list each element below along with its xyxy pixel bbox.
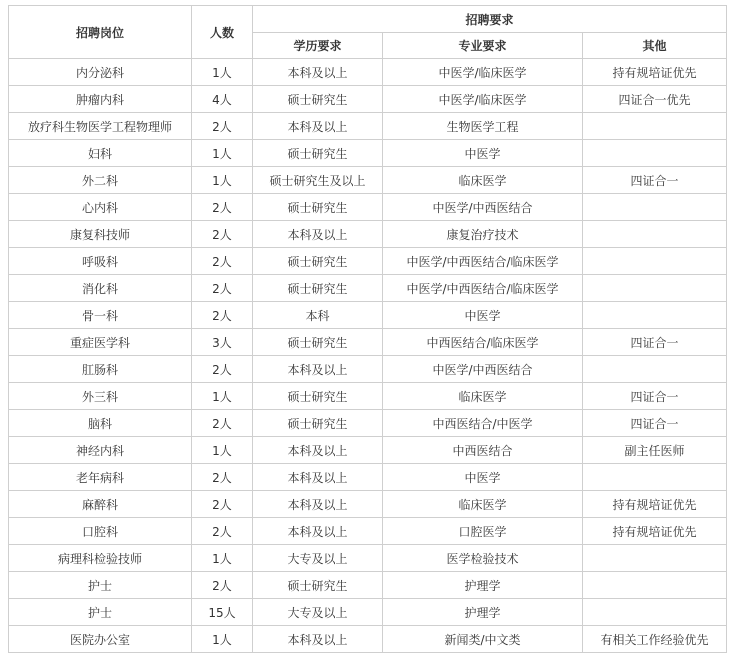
header-requirements: 招聘要求 xyxy=(253,6,727,33)
cell-position: 外三科 xyxy=(9,383,192,410)
cell-education: 本科及以上 xyxy=(253,221,383,248)
table-row xyxy=(9,437,727,464)
cell-education: 硕士研究生 xyxy=(253,194,383,221)
cell-education: 本科及以上 xyxy=(253,437,383,464)
cell-education: 本科及以上 xyxy=(253,356,383,383)
cell-major: 新闻类/中文类 xyxy=(383,626,583,653)
cell-position: 口腔科 xyxy=(9,518,192,545)
cell-count: 1人 xyxy=(192,545,253,572)
cell-other: 四证合一 xyxy=(583,167,727,194)
cell-major: 临床医学 xyxy=(383,167,583,194)
table-row xyxy=(9,221,727,248)
cell-other: 持有规培证优先 xyxy=(583,59,727,86)
cell-major: 中西医结合 xyxy=(383,437,583,464)
cell-other: 持有规培证优先 xyxy=(583,518,727,545)
table-row xyxy=(9,572,727,599)
table-row xyxy=(9,194,727,221)
cell-count: 2人 xyxy=(192,194,253,221)
cell-position: 肛肠科 xyxy=(9,356,192,383)
cell-major: 护理学 xyxy=(383,572,583,599)
table-row xyxy=(9,599,727,626)
cell-other xyxy=(583,194,727,221)
cell-position: 神经内科 xyxy=(9,437,192,464)
table-row xyxy=(9,518,727,545)
cell-position: 呼吸科 xyxy=(9,248,192,275)
cell-position: 消化科 xyxy=(9,275,192,302)
cell-education: 本科及以上 xyxy=(253,518,383,545)
cell-major: 医学检验技术 xyxy=(383,545,583,572)
cell-count: 4人 xyxy=(192,86,253,113)
cell-education: 大专及以上 xyxy=(253,599,383,626)
table-body xyxy=(9,59,727,653)
cell-other xyxy=(583,464,727,491)
cell-position: 护士 xyxy=(9,599,192,626)
cell-position: 外二科 xyxy=(9,167,192,194)
cell-education: 硕士研究生 xyxy=(253,383,383,410)
cell-education: 硕士研究生 xyxy=(253,248,383,275)
header-major: 专业要求 xyxy=(383,33,583,59)
table-row xyxy=(9,248,727,275)
table-row xyxy=(9,86,727,113)
cell-other: 四证合一 xyxy=(583,383,727,410)
cell-education: 本科及以上 xyxy=(253,113,383,140)
cell-other: 持有规培证优先 xyxy=(583,491,727,518)
cell-count: 1人 xyxy=(192,59,253,86)
cell-major: 中医学/临床医学 xyxy=(383,86,583,113)
cell-major: 中医学/临床医学 xyxy=(383,59,583,86)
cell-position: 老年病科 xyxy=(9,464,192,491)
cell-major: 中医学 xyxy=(383,140,583,167)
cell-count: 3人 xyxy=(192,329,253,356)
table-row xyxy=(9,383,727,410)
cell-count: 2人 xyxy=(192,518,253,545)
cell-major: 康复治疗技术 xyxy=(383,221,583,248)
cell-major: 中医学 xyxy=(383,302,583,329)
cell-other xyxy=(583,302,727,329)
cell-other: 四证合一 xyxy=(583,329,727,356)
cell-major: 临床医学 xyxy=(383,491,583,518)
cell-position: 肿瘤内科 xyxy=(9,86,192,113)
cell-education: 硕士研究生及以上 xyxy=(253,167,383,194)
cell-education: 本科及以上 xyxy=(253,464,383,491)
cell-other xyxy=(583,356,727,383)
cell-major: 临床医学 xyxy=(383,383,583,410)
header-count: 人数 xyxy=(192,6,253,59)
cell-position: 心内科 xyxy=(9,194,192,221)
cell-position: 医院办公室 xyxy=(9,626,192,653)
table-row xyxy=(9,140,727,167)
cell-other xyxy=(583,545,727,572)
cell-major: 中西医结合/中医学 xyxy=(383,410,583,437)
table-row xyxy=(9,626,727,653)
cell-major: 中医学/中西医结合 xyxy=(383,194,583,221)
cell-education: 硕士研究生 xyxy=(253,140,383,167)
cell-other xyxy=(583,248,727,275)
cell-other: 四证合一 xyxy=(583,410,727,437)
cell-education: 硕士研究生 xyxy=(253,275,383,302)
cell-position: 内分泌科 xyxy=(9,59,192,86)
cell-count: 1人 xyxy=(192,626,253,653)
cell-other xyxy=(583,599,727,626)
table-row xyxy=(9,113,727,140)
cell-major: 中西医结合/临床医学 xyxy=(383,329,583,356)
cell-major: 护理学 xyxy=(383,599,583,626)
cell-major: 中医学/中西医结合/临床医学 xyxy=(383,275,583,302)
cell-education: 硕士研究生 xyxy=(253,410,383,437)
cell-major: 中医学/中西医结合 xyxy=(383,356,583,383)
cell-count: 2人 xyxy=(192,248,253,275)
cell-other xyxy=(583,113,727,140)
cell-other: 有相关工作经验优先 xyxy=(583,626,727,653)
cell-major: 生物医学工程 xyxy=(383,113,583,140)
table-row xyxy=(9,59,727,86)
cell-position: 麻醉科 xyxy=(9,491,192,518)
cell-position: 护士 xyxy=(9,572,192,599)
cell-position: 病理科检验技师 xyxy=(9,545,192,572)
cell-position: 放疗科生物医学工程物理师 xyxy=(9,113,192,140)
cell-position: 妇科 xyxy=(9,140,192,167)
table-row xyxy=(9,410,727,437)
cell-count: 2人 xyxy=(192,356,253,383)
cell-education: 本科 xyxy=(253,302,383,329)
cell-education: 硕士研究生 xyxy=(253,572,383,599)
cell-count: 2人 xyxy=(192,221,253,248)
table-row xyxy=(9,356,727,383)
cell-major: 中医学 xyxy=(383,464,583,491)
cell-position: 康复科技师 xyxy=(9,221,192,248)
cell-position: 脑科 xyxy=(9,410,192,437)
cell-count: 15人 xyxy=(192,599,253,626)
cell-count: 1人 xyxy=(192,437,253,464)
cell-count: 1人 xyxy=(192,140,253,167)
cell-other: 四证合一优先 xyxy=(583,86,727,113)
cell-education: 本科及以上 xyxy=(253,626,383,653)
cell-education: 硕士研究生 xyxy=(253,86,383,113)
cell-count: 2人 xyxy=(192,464,253,491)
header-other: 其他 xyxy=(583,33,727,59)
cell-other xyxy=(583,572,727,599)
cell-major: 口腔医学 xyxy=(383,518,583,545)
table-row xyxy=(9,167,727,194)
cell-other xyxy=(583,140,727,167)
cell-education: 本科及以上 xyxy=(253,491,383,518)
table-row xyxy=(9,329,727,356)
cell-count: 2人 xyxy=(192,491,253,518)
cell-count: 2人 xyxy=(192,410,253,437)
cell-count: 2人 xyxy=(192,302,253,329)
cell-count: 1人 xyxy=(192,383,253,410)
table-row xyxy=(9,275,727,302)
table-row xyxy=(9,545,727,572)
table-row xyxy=(9,464,727,491)
table-row xyxy=(9,302,727,329)
cell-count: 2人 xyxy=(192,113,253,140)
cell-position: 骨一科 xyxy=(9,302,192,329)
cell-count: 2人 xyxy=(192,275,253,302)
header-position: 招聘岗位 xyxy=(9,6,192,59)
cell-education: 本科及以上 xyxy=(253,59,383,86)
table-row xyxy=(9,491,727,518)
header-education: 学历要求 xyxy=(253,33,383,59)
cell-education: 大专及以上 xyxy=(253,545,383,572)
cell-count: 2人 xyxy=(192,572,253,599)
cell-position: 重症医学科 xyxy=(9,329,192,356)
cell-education: 硕士研究生 xyxy=(253,329,383,356)
cell-other: 副主任医师 xyxy=(583,437,727,464)
cell-count: 1人 xyxy=(192,167,253,194)
recruitment-table xyxy=(8,5,727,653)
cell-other xyxy=(583,221,727,248)
cell-major: 中医学/中西医结合/临床医学 xyxy=(383,248,583,275)
cell-other xyxy=(583,275,727,302)
